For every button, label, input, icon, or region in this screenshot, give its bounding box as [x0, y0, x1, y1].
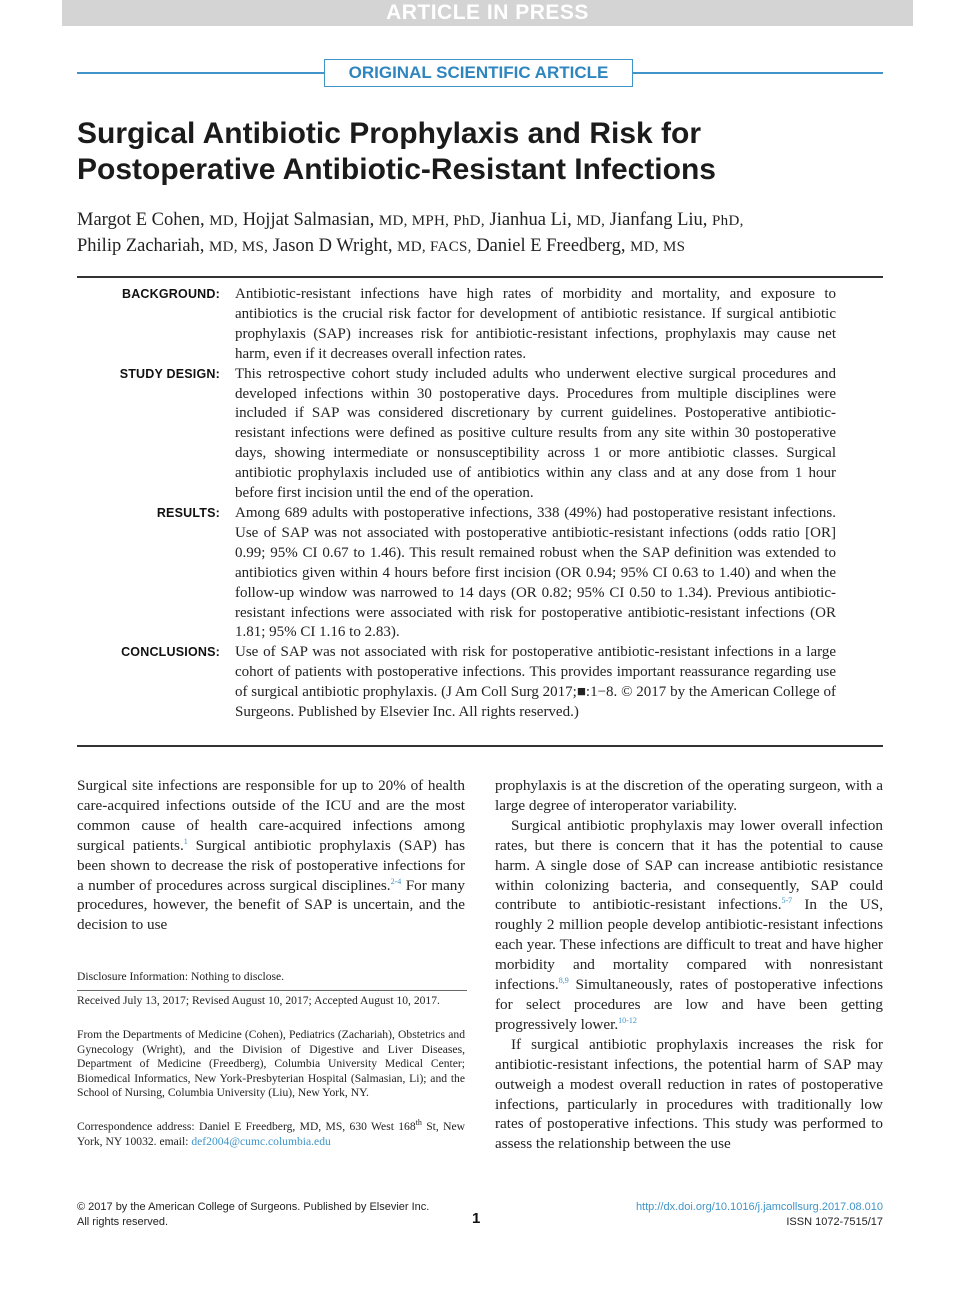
- text-run: Correspondence address: Daniel E Freedberg, MD, MS, 630 West 168: [77, 1120, 416, 1133]
- affiliations: [77, 1028, 465, 1101]
- article-in-press-banner: ARTICLE IN PRESS: [62, 0, 913, 26]
- body-paragraph: [495, 816, 883, 1035]
- received-text: Received July 13, 2017; Revised August 10, 2017; Accepted August 10, 2017.: [77, 994, 440, 1007]
- author: Hojjat Salmasian,: [242, 210, 375, 230]
- author: Jianhua Li,: [489, 210, 572, 230]
- author-degrees: MD, MPH, PhD,: [378, 213, 485, 229]
- abstract-text: This retrospective cohort study included adults who underwent elective surgical procedures and developed infections within 30 postoperative days. Procedures from multiple disciplines were included if SAP was considered discretionary by current guidelines. Postoperative antibiotic-resistant infections were defined as positive culture results from any site within 30 postoperative days, showing intermediate or nonsusceptibility across 1 or more antibiotic classes. Surgical antibiotic prophylaxis included use of antibiotics within any class and at any dose from 1 hour before first incision until the end of the operation.: [235, 365, 836, 502]
- body-right-column: [495, 776, 883, 1154]
- abstract: [77, 285, 883, 723]
- email-link[interactable]: def2004@cumc.columbia.edu: [191, 1134, 331, 1148]
- abstract-bottom-rule: [77, 745, 883, 747]
- footnote-rule: [77, 990, 467, 991]
- article-title: [77, 116, 897, 188]
- citation-link[interactable]: 10-12: [618, 1015, 637, 1025]
- abstract-top-rule: [77, 276, 883, 278]
- disclosure-label: Disclosure Information:: [77, 970, 189, 983]
- copyright-line: © 2017 by the American College of Surgeons. Published by Elsevier Inc.: [77, 1201, 430, 1213]
- received-dates: [77, 994, 465, 1009]
- abstract-label: BACKGROUND:: [121, 287, 220, 301]
- text-run: In the US, roughly 2 million people develop antibiotic-resistant infections each year. These infections are difficult to treat and have higher morbidity and mortality compared with nonresistant infections.: [495, 896, 884, 994]
- abstract-text: Use of SAP was not associated with risk for postoperative antibiotic-resistant infections in a large cohort of patients with postoperative infections. This provides important reassurance regarding use of surgical antibiotic prophylaxis. (J Am Coll Surg 2017;■:1−8. © 2017 by the American College of Surgeons. Published by Elsevier Inc. All rights reserved.): [235, 644, 836, 721]
- author: Jianfang Liu,: [609, 210, 708, 230]
- author-degrees: MD, FACS,: [397, 239, 472, 255]
- title-line-2: Postoperative Antibiotic-Resistant Infections: [77, 153, 716, 186]
- author: Margot E Cohen,: [77, 210, 205, 230]
- author: Jason D Wright,: [272, 236, 393, 256]
- author-list: [77, 208, 897, 260]
- body-left-column: [77, 776, 465, 935]
- page-number: 1: [472, 1210, 481, 1227]
- author-degrees: MD,: [576, 213, 606, 229]
- author-degrees: MD, MS,: [209, 239, 269, 255]
- section-label: ORIGINAL SCIENTIFIC ARTICLE: [324, 59, 633, 87]
- body-paragraph: [77, 776, 465, 935]
- copyright-line: All rights reserved.: [77, 1216, 169, 1228]
- text-run: Surgical antibiotic prophylaxis (SAP) has been shown to decrease the risk of postoperative infections for a number of procedures across surgical disciplines.: [77, 836, 465, 894]
- superscript: th: [415, 1118, 422, 1128]
- body-paragraph: If surgical antibiotic prophylaxis increases the risk for antibiotic-resistant infections, the potential harm of SAP may outweigh a modest overall reduction in rates of postoperative infections, particularly in procedures with traditionally low rates of postoperative infections. This study was performed to assess the relationship between the use: [495, 1035, 883, 1153]
- text-run: St, New York, NY 10032. email:: [77, 1120, 465, 1148]
- citation-link[interactable]: 5-7: [781, 896, 793, 906]
- title-line-1: Surgical Antibiotic Prophylaxis and Risk for: [77, 117, 702, 150]
- abstract-conclusions: [77, 643, 883, 723]
- author: Daniel E Freedberg,: [476, 236, 626, 256]
- footer-doi-block: [553, 1200, 883, 1230]
- citation-link[interactable]: 8,9: [558, 976, 569, 985]
- abstract-study-design: [77, 365, 883, 504]
- author: Philip Zachariah,: [77, 236, 205, 256]
- citation-link[interactable]: 1: [183, 836, 188, 846]
- disclosure-note: [77, 970, 465, 985]
- disclosure-value: Nothing to disclose.: [188, 970, 285, 983]
- section-rule-left: [77, 72, 324, 74]
- issn: ISSN 1072-7515/17: [786, 1216, 883, 1228]
- body-paragraph: prophylaxis is at the discretion of the operating surgeon, with a large degree of interoperator variability.: [495, 777, 883, 814]
- text-run: Simultaneously, rates of postoperative infections for select procedures are low and have been getting progressively lower.: [495, 976, 883, 1033]
- text-run: Surgical antibiotic prophylaxis may lower overall infection rates, but there is concern that it has the potential to cause harm. A single dose of SAP can increase antibiotic resistance within colonizing bacteria, and consequently, SAP could contribute to antibiotic-resistant infections.: [495, 816, 883, 914]
- text-run: For many procedures, however, the benefit of SAP is uncertain, and the decision to use: [77, 876, 465, 934]
- abstract-label: RESULTS:: [156, 505, 220, 520]
- text-run: Surgical site infections are responsible for up to 20% of health care-acquired infections outside of the ICU and are the most common cause of health care-acquired infections among surgical patients.: [77, 777, 465, 854]
- abstract-label: STUDY DESIGN:: [119, 366, 220, 381]
- abstract-results: [77, 504, 883, 643]
- author-degrees: MD, MS: [630, 239, 686, 255]
- correspondence: [77, 1120, 465, 1149]
- abstract-text: Antibiotic-resistant infections have high rates of morbidity and mortality, and exposure to antibiotics is the crucial risk factor for development of antibiotic resistance. If surgical antibiotic prophylaxis (SAP) increases risk for antibiotic-resistant infections, prophylaxis may cause net harm, even if it decreases overall infection rates.: [235, 286, 836, 362]
- abstract-text: Among 689 adults with postoperative infections, 338 (49%) had postoperative resistant infections. Use of SAP was not associated with postoperative antibiotic-resistant infections (odds ratio [OR] 0.99; 95% CI 0.67 to 1.46). This result remained robust when the SAP definition was extended to antibiotics given within 4 hours before first incision (OR 0.94; 95% CI 0.63 to 1.40) and when the follow-up window was narrowed to 14 days (OR 0.82; 95% CI 0.50 to 1.34). Previous antibiotic-resistant infections were associated with risk for postoperative antibiotic-resistant infections (OR 1.81; 95% CI 1.16 to 2.83).: [235, 504, 836, 641]
- author-degrees: PhD,: [712, 213, 744, 229]
- abstract-label: CONCLUSIONS:: [121, 645, 220, 660]
- footer-copyright: [77, 1200, 477, 1230]
- abstract-background: [77, 285, 883, 365]
- citation-link[interactable]: 2-4: [390, 876, 402, 886]
- affiliations-text: From the Departments of Medicine (Cohen), Pediatrics (Zachariah), Obstetrics and Gynecology (Wright), and the Division of Digestive and Liver Diseases, Department of Medicine (Freedberg), Columbia University Medical Center; Biomedical Informatics, New York-Presbyterian Hospital (Salmasian, Li); and the School of Nursing, Columbia University (Liu), New York, NY.: [77, 1028, 465, 1100]
- author-degrees: MD,: [209, 213, 239, 229]
- doi-link[interactable]: http://dx.doi.org/10.1016/j.jamcollsurg.2017.08.010: [635, 1201, 883, 1213]
- section-rule-right: [633, 72, 883, 74]
